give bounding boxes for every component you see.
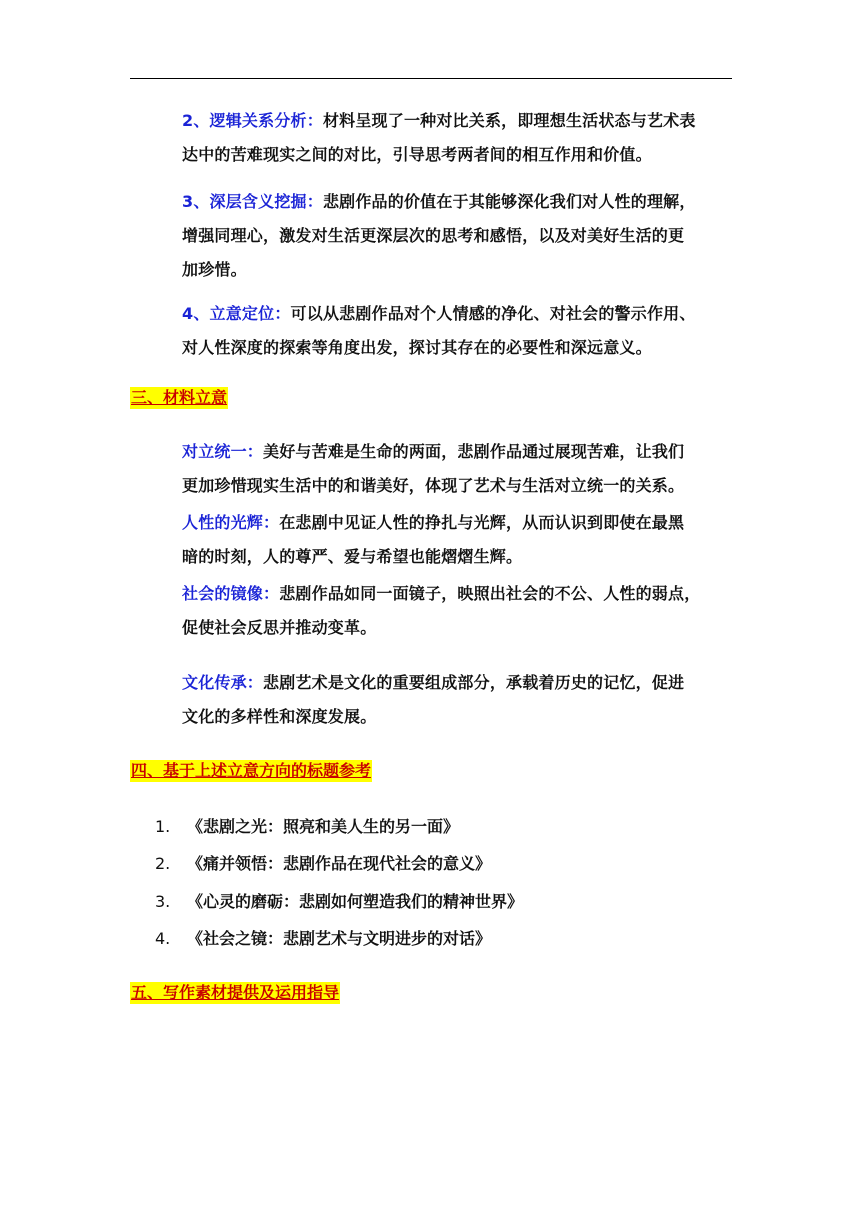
theme-text: 更加珍惜现实生活中的和谐美好，体现了艺术与生活对立统一的关系。 xyxy=(182,476,685,495)
list-item xyxy=(155,845,523,882)
header-rule xyxy=(130,78,732,79)
section-heading-3: 三、材料立意 xyxy=(131,388,228,407)
list-item xyxy=(155,920,523,957)
list-text: 《社会之镜：悲剧艺术与文明进步的对话》 xyxy=(187,928,492,948)
analysis-point-logic xyxy=(182,104,742,172)
list-text: 《痛并领悟：悲剧作品在现代社会的意义》 xyxy=(187,854,492,874)
analysis-label: 3、深层含义挖掘： xyxy=(182,192,323,211)
list-item xyxy=(155,883,523,920)
theme-item-unity xyxy=(182,435,742,503)
list-number: 1. xyxy=(155,817,171,836)
analysis-point-positioning xyxy=(182,297,742,365)
list-text: 《心灵的磨砺：悲剧如何塑造我们的精神世界》 xyxy=(187,891,524,911)
theme-label: 社会的镜像： xyxy=(182,584,280,603)
analysis-point-meaning xyxy=(182,185,742,287)
analysis-text: 悲剧作品的价值在于其能够深化我们对人性的理解， xyxy=(322,192,696,211)
theme-text: 在悲剧中见证人性的挣扎与光辉，从而认识到即使在最黑 xyxy=(279,513,685,532)
theme-item-culture xyxy=(182,666,742,734)
analysis-text: 材料呈现了一种对比关系，即理想生活状态与艺术表 xyxy=(322,111,696,130)
list-text: 《悲剧之光：照亮和美人生的另一面》 xyxy=(187,817,460,836)
theme-label: 文化传承： xyxy=(182,673,264,692)
list-number: 3. xyxy=(155,891,171,911)
list-number: 2. xyxy=(155,854,171,874)
theme-text: 文化的多样性和深度发展。 xyxy=(182,707,377,726)
theme-label: 对立统一： xyxy=(182,442,264,461)
theme-text: 暗的时刻，人的尊严、爱与希望也能熠熠生辉。 xyxy=(182,547,523,566)
analysis-label: 2、逻辑关系分析： xyxy=(182,111,323,130)
theme-item-mirror xyxy=(182,577,742,645)
analysis-label: 4、立意定位： xyxy=(182,304,291,323)
theme-text: 美好与苦难是生命的两面，悲剧作品通过展现苦难，让我们 xyxy=(263,442,685,461)
analysis-text: 达中的苦难现实之间的对比，引导思考两者间的相互作用和价值。 xyxy=(182,145,652,164)
theme-text: 悲剧艺术是文化的重要组成部分，承载着历史的记忆，促进 xyxy=(263,673,685,692)
theme-label: 人性的光辉： xyxy=(182,513,280,532)
list-item xyxy=(155,808,523,845)
section-heading-4: 四、基于上述立意方向的标题参考 xyxy=(131,761,372,780)
title-reference-list xyxy=(155,808,523,957)
analysis-text: 增强同理心，激发对生活更深层次的思考和感悟，以及对美好生活的更 xyxy=(182,226,685,245)
theme-text: 促使社会反思并推动变革。 xyxy=(182,618,377,637)
section-heading-5: 五、写作素材提供及运用指导 xyxy=(131,983,340,1002)
theme-text: 悲剧作品如同一面镜子，映照出社会的不公、人性的弱点， xyxy=(279,584,701,603)
analysis-text: 加珍惜。 xyxy=(182,260,247,279)
analysis-text: 可以从悲剧作品对个人情感的净化、对社会的警示作用、 xyxy=(290,304,696,323)
list-number: 4. xyxy=(155,928,171,948)
theme-item-humanity xyxy=(182,506,742,574)
analysis-text: 对人性深度的探索等角度出发，探讨其存在的必要性和深远意义。 xyxy=(182,338,652,357)
